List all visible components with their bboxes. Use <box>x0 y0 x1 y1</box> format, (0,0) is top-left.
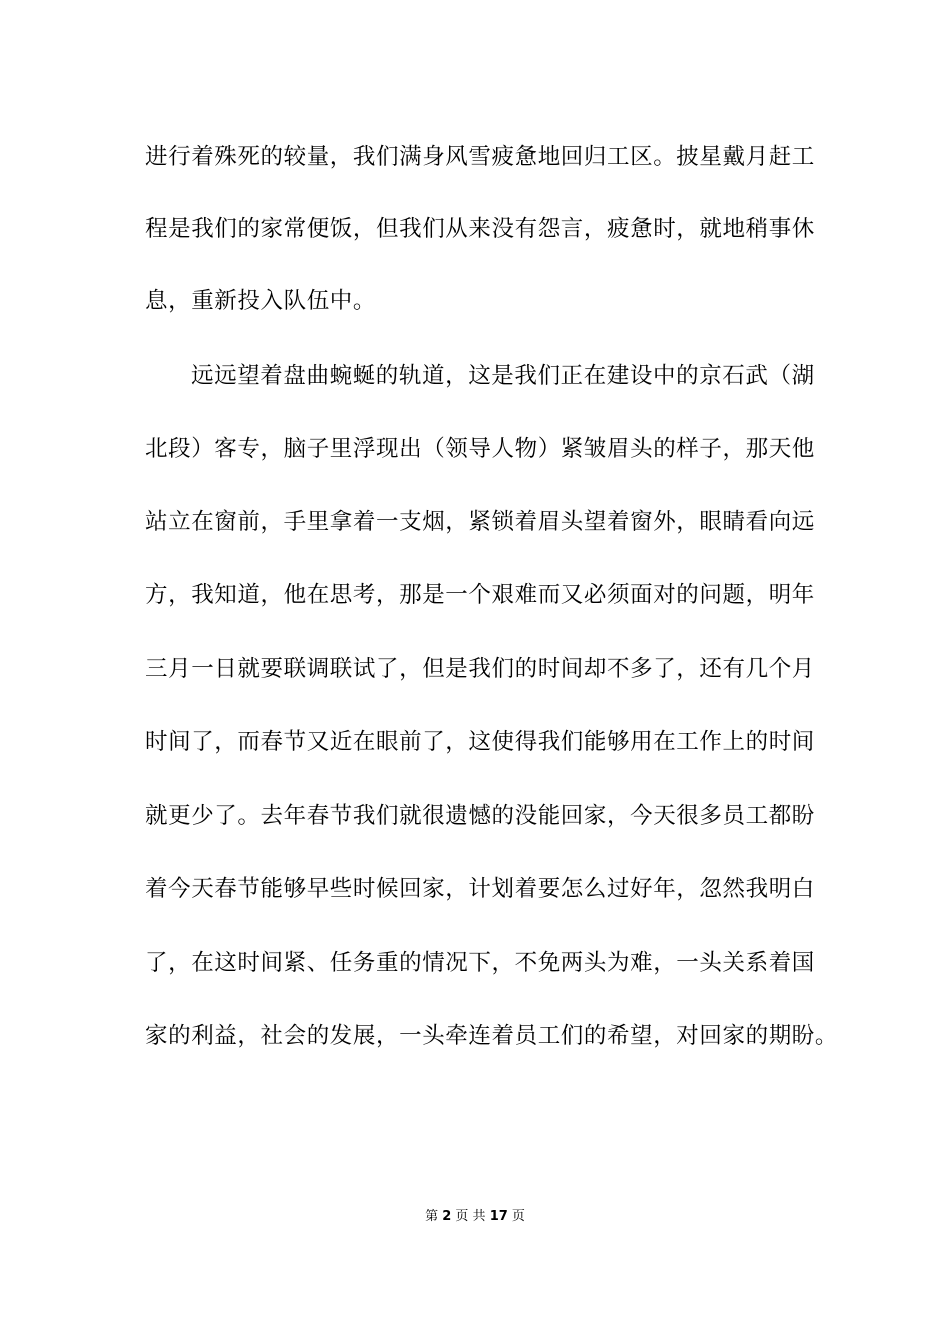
footer-middle: 页 共 <box>455 1209 486 1224</box>
paragraph-1-line-3: 息，重新投入队伍中。 <box>145 288 377 314</box>
paragraph-2-line-10: 家的利益，社会的发展，一头牵连着员工们的希望，对回家的期盼。 <box>145 1023 839 1049</box>
paragraph-2-line-8: 着今天春节能够早些时候回家，计划着要怎么过好年，忽然我明白 <box>145 876 815 902</box>
paragraph-2-line-6: 时间了，而春节又近在眼前了，这使得我们能够用在工作上的时间 <box>145 729 815 755</box>
paragraph-2-line-2: 北段）客专，脑子里浮现出（领导人物）紧皱眉头的样子，那天他 <box>145 436 815 462</box>
paragraph-2-line-1: 远远望着盘曲蜿蜒的轨道，这是我们正在建设中的京石武（湖 <box>191 363 815 389</box>
footer-prefix: 第 <box>425 1209 439 1224</box>
footer-total-pages: 17 <box>489 1209 508 1224</box>
paragraph-2-line-5: 三月一日就要联调联试了，但是我们的时间却不多了，还有几个月 <box>145 656 815 682</box>
page-number-footer <box>0 1208 950 1226</box>
paragraph-2-line-4: 方，我知道，他在思考，那是一个艰难而又必须面对的问题，明年 <box>145 582 815 608</box>
paragraph-1-line-1: 进行着殊死的较量，我们满身风雪疲惫地回归工区。披星戴月赶工 <box>145 144 815 170</box>
paragraph-2-line-9: 了，在这时间紧、任务重的情况下，不免两头为难，一头关系着国 <box>145 950 815 976</box>
paragraph-1-line-2: 程是我们的家常便饭，但我们从来没有怨言，疲惫时，就地稍事休 <box>145 216 815 242</box>
footer-current-page: 2 <box>442 1209 452 1224</box>
paragraph-2-line-7: 就更少了。去年春节我们就很遗憾的没能回家，今天很多员工都盼 <box>145 803 815 829</box>
footer-suffix: 页 <box>511 1209 525 1224</box>
paragraph-2-line-3: 站立在窗前，手里拿着一支烟，紧锁着眉头望着窗外，眼睛看向远 <box>145 509 815 535</box>
